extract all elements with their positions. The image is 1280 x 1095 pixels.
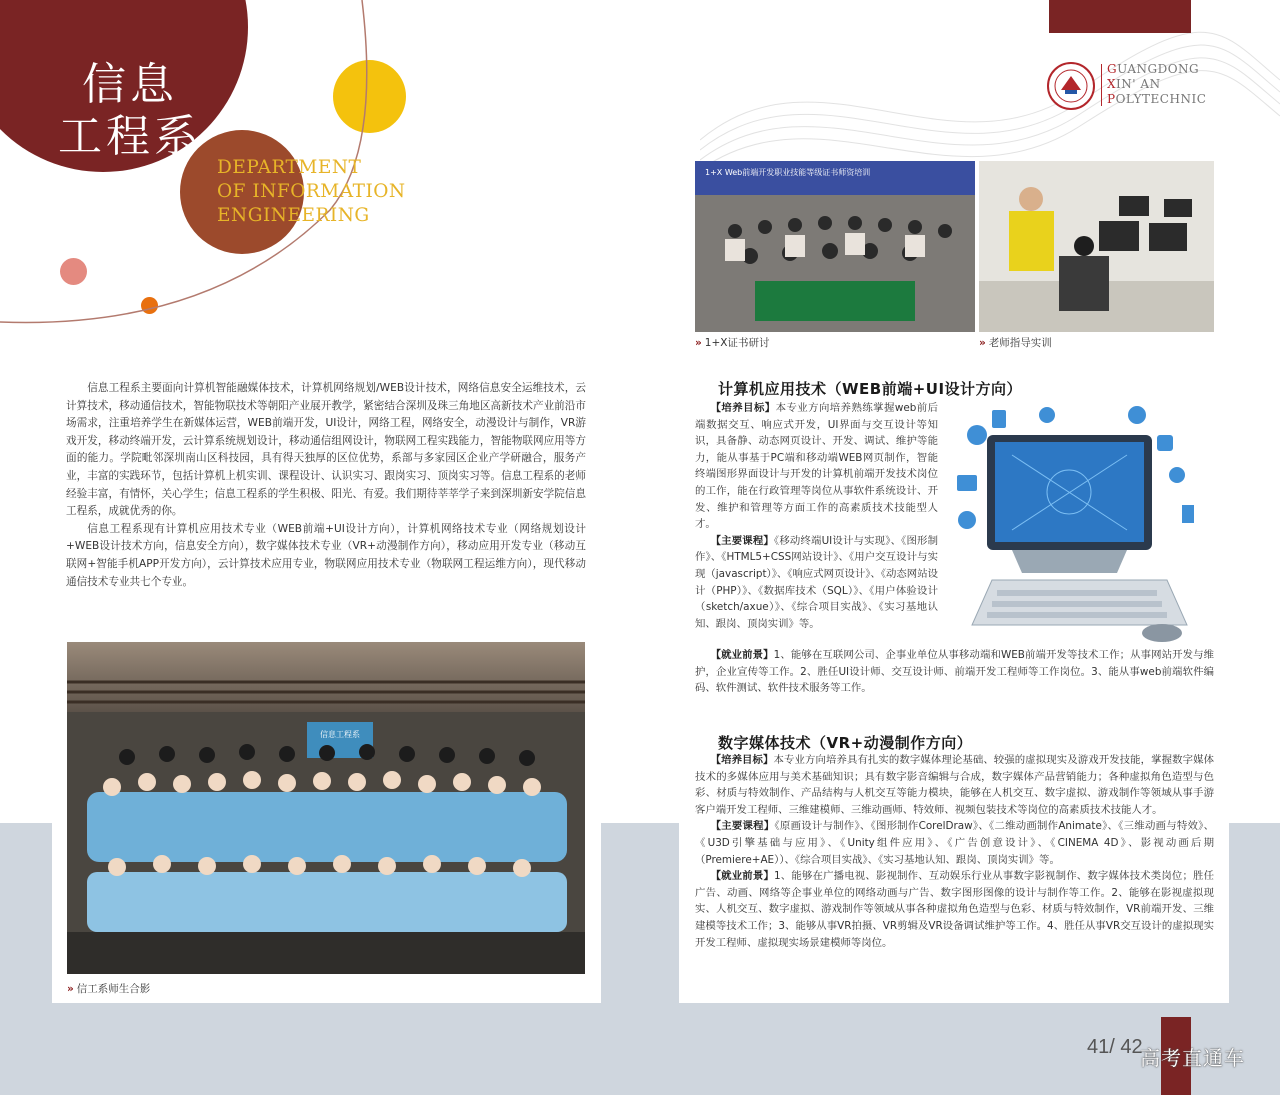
top-tab-decoration: [1049, 0, 1191, 33]
chevron-right-icon: »: [979, 337, 986, 349]
section1-career-tag: 【就业前景】: [710, 649, 774, 661]
page-title-line1: 信息: [82, 59, 178, 110]
school-name-english: GUANGDONG XIN' AN POLYTECHNIC: [1107, 62, 1207, 106]
section2-career: 1、能够在广播电视、影视制作、互动娱乐行业从事数字影视制作、数字媒体技术类岗位；胜任广告、动画、网络等企事业单位的网络动画与广告、数字图形图像的设计与制作等工作。2、能够在影视虚拟现实、人机交互、数字虚拟、游戏制作等领域从事各种虚拟角色造型与色彩、材质与特效制作，VR前端开发、三维建模等技术工作；3、能够从事VR拍摄、VR剪辑及VR设备调试维护等工作。4、胜任从事VR交互设计的虚拟现实开发工程师、虚拟现实场景建模师等岗位。: [695, 870, 1214, 949]
seminar-photo-image: [695, 161, 975, 332]
dept-line-3: ENGINEERING: [217, 205, 370, 226]
dept-line-1: DEPARTMENT: [217, 157, 362, 178]
section1-course-tag: 【主要课程】: [710, 534, 774, 547]
photo-certificate-seminar: [695, 161, 975, 332]
lab-photo-image: [979, 161, 1214, 332]
seminar-banner-text: 1+X Web前端开发职业技能等级证书师资培训: [705, 168, 871, 177]
page-title-line2: 工程系: [58, 111, 202, 162]
section1-goal-tag: 【培养目标】: [710, 402, 776, 414]
group-photo-caption: » 信工系师生合影: [67, 983, 151, 995]
logo-divider: [1101, 64, 1102, 106]
section2-goal-tag: 【培养目标】: [710, 754, 774, 766]
page-number: 41/ 42: [1087, 1036, 1143, 1058]
section1-career-block: [695, 647, 1214, 697]
caption-teacher-guidance: » 老师指导实训: [979, 337, 1052, 349]
section1-title: 计算机应用技术（WEB前端+UI设计方向）: [718, 380, 1023, 398]
section2-title: 数字媒体技术（VR+动漫制作方向）: [718, 734, 973, 752]
dept-line-2: OF INFORMATION: [217, 181, 406, 202]
group-photo-image: [67, 642, 585, 974]
section2-goal: 本专业方向培养具有扎实的数字媒体理论基础、较强的虚拟现实及游戏开发技能，掌握数字媒体技术的多媒体应用与美术基础知识；具有数字影音编辑与合成，数字媒体产品营销能力；各种虚拟角色造型与色彩、材质与特效制作、产品结构与人机交互等能力模块，能够在人机交互、数字虚拟、游戏制作等领域从事手游客户端开发工程师、三维建模师、三维动画师、特效师、视频包装技术等岗位的高素质技术技能人才。: [695, 754, 1214, 816]
intro-text: [66, 380, 586, 591]
school-logo: [1047, 62, 1095, 110]
intro-paragraph-1: 信息工程系主要面向计算机智能融媒体技术，计算机网络规划/WEB设计技术，网络信息安全运维技术，云计算技术，移动通信技术，智能物联技术等朝阳产业展开教学，紧密结合深圳及珠三角地区高新技术产业前沿市场需求，注重培养学生在新媒体运营，WEB前端开发，UI设计，网络工程，网络安全，动漫设计与制作，VR游戏开发，移动终端开发，云计算系统规划设计，移动通信组网设计，物联网工程实践能力，智能物联网应用等方面的能力。学院毗邻深圳南山区科技园，具有得天独厚的区位优势，系部与多家园区企业产学研融合，服务产业，丰富的实践环节，包括计算机上机实训、课程设计、认识实习、跟岗实习、顶岗实习等。信息工程系的老师经验丰富，有情怀，关心学生；信息工程系的学生积极、阳光、有爱。我们期待莘莘学子来到深圳新安学院信息工程系，成就优秀的你。: [66, 382, 586, 518]
section1-goal-block: [695, 400, 938, 632]
intro-paragraph-2: 信息工程系现有计算机应用技术专业（WEB前端+UI设计方向），计算机网络技术专业（网络规划设计+WEB设计技术方向，信息安全方向），数字媒体技术专业（VR+动漫制作方向），移动应用开发专业（移动互联网+智能手机APP开发方向），云计算技术应用专业，物联网应用技术专业（物联网工程运维方向），现代移动通信技术专业共七个专业。: [66, 522, 586, 588]
group-photo-sign: 信息工程系: [320, 730, 360, 739]
section2-courses: 《原画设计与制作》、《图形制作CorelDraw》、《二维动画制作Animate》、《三维动画与特效》、《U3D引擎基础与应用》、《Unity组件应用》、《广告创意设计》、《CINEMA 4D》、影视动画后期（Premiere+AE））、《综合项目实战》、《实习基地认知、跟岗、顶岗实训》等。: [695, 820, 1215, 866]
chevron-right-icon: »: [67, 983, 74, 995]
chevron-right-icon: »: [695, 337, 702, 349]
group-photo: [67, 642, 585, 974]
school-emblem-icon: [1049, 64, 1093, 108]
section1-courses: 《移动终端UI设计与实现》、《图形制作》、《HTML5+CSS网站设计》、《用户交互设计与实现（javascript）》、《响应式网页设计》、《动态网站设计（PHP）》、《数据库技术（SQL）》、《用户体验设计（sketch/axue）》、《综合项目实战》、《实习基地认知、跟岗、顶岗实训》等。: [695, 534, 939, 630]
section1-goal: 本专业方向培养熟练掌握web前后端数据交互、响应式开发，UI界面与交互设计等知识，具备静、动态网页设计、开发、调试、维护等能力，能从事基于PC端和移动端WEB网页制作，智能终端图形界面设计与开发的计算机前端开发技术岗位的工作，能在行政管理等岗位从事软件系统设计、开发、维护和管理等方面工作的高素质技术技能型人才。: [695, 402, 938, 531]
department-english-title: [217, 156, 406, 228]
section2-content: [695, 752, 1214, 951]
watermark-text: 高考直通车: [1140, 1046, 1245, 1070]
computer-illustration: [952, 395, 1197, 645]
section2-course-tag: 【主要课程】: [710, 820, 775, 833]
section2-career-tag: 【就业前景】: [710, 870, 775, 883]
section1-career: 1、能够在互联网公司、企事业单位从事移动端和WEB前端开发等技术工作；从事网站开发与维护，企业宣传等工作。2、胜任UI设计师、交互设计师、前端开发工程师等工作岗位。3、能从事web前端软件编码、软件测试、软件技术服务等工作。: [695, 649, 1214, 695]
caption-certificate-seminar: » 1+X证书研讨: [695, 337, 770, 349]
photo-teacher-guidance: [979, 161, 1214, 332]
